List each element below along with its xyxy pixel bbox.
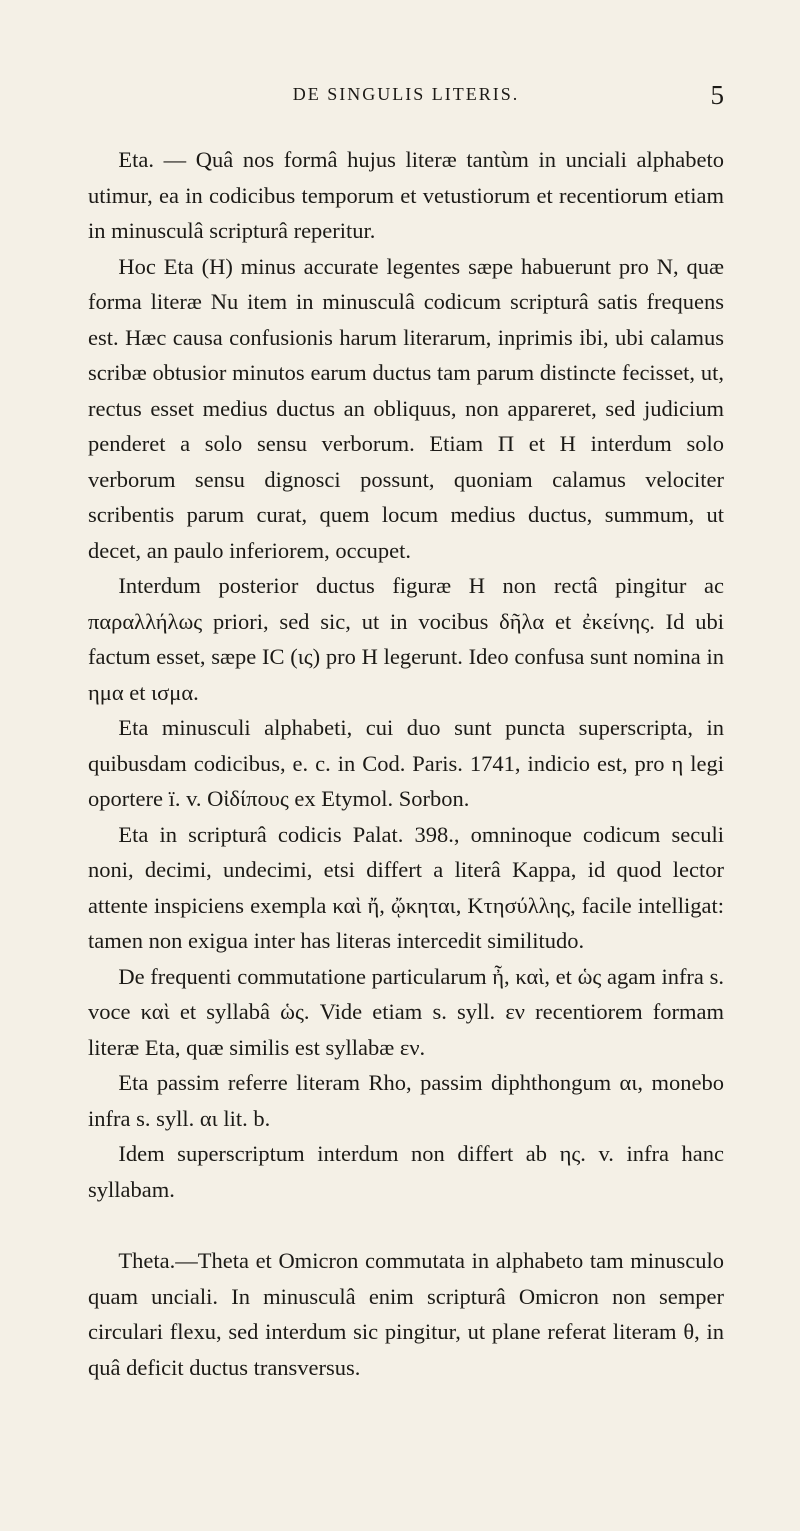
paragraph-eta-palat: Eta in scripturâ codicis Palat. 398., omninoque codicum seculi noni, decimi, undecimi, etsi differt a literâ Kappa, id quod lector attente inspiciens exempla καὶ ἤ, ᾤκηται, Κτησύλλης, facile intelligat: tamen non exigua inter has literas intercedit similitudo. — [88, 821, 724, 953]
paragraph-eta-puncta: Eta minusculi alphabeti, cui duo sunt puncta superscripta, in quibusdam codicibus, e. c. in Cod. Paris. 1741, indicio est, pro η legi oportere ï. v. Οἰδίπους ex Etymol. Sorbon. — [88, 715, 724, 811]
running-head: DE SINGULIS LITERIS. — [292, 84, 520, 104]
paragraph-eta-particulae: De frequenti commutatione particularum ἦ, καὶ, et ὡς agam infra s. voce καὶ et syllabâ ὡς. Vide etiam s. syll. εν recentiorem formam literæ Eta, quæ similis est syllabæ εν. — [88, 963, 724, 1060]
page-number: 5 — [710, 80, 724, 110]
page-header — [88, 80, 724, 120]
body-text — [88, 142, 724, 1385]
paragraph-theta: Theta.—Theta et Omicron commutata in alphabeto tam minusculo quam unciali. In minusculâ enim scripturâ Omicron non semper circulari flexu, sed interdum sic pingitur, ut plane referat literam θ, in quâ deficit ductus transversus. — [88, 1248, 724, 1380]
paragraph-eta-superscript: Idem superscriptum interdum non differt ab ης. v. infra hanc syllabam. — [88, 1141, 724, 1202]
paragraph-eta-nu: Hoc Eta (H) minus accurate legentes sæpe habuerunt pro N, quæ forma literæ Nu item in minusculâ codicum scripturâ satis frequens est. Hæc causa confusionis harum literarum, inprimis ibi, ubi calamus scribæ obtusior minutos earum ductus tam parum distincte fecisset, ut, rectus esset medius ductus an obliquus, non appareret, sed judicium penderet a solo sensu verborum. Etiam Π et H interdum solo verborum sensu dignosci possunt, quoniam calamus velociter scribentis parum curat, quem locum medius ductus, summum, ut decet, an paulo inferiorem, occupet. — [88, 253, 724, 563]
paragraph-eta-intro: Eta. — Quâ nos formâ hujus literæ tantùm in unciali alphabeto utimur, ea in codicibus temporum et vetustiorum et recentiorum etiam in minusculâ scripturâ reperitur. — [88, 147, 724, 243]
paragraph-eta-rho: Eta passim referre literam Rho, passim diphthongum αι, monebo infra s. syll. αι lit. b. — [88, 1070, 724, 1131]
paragraph-eta-ductus: Interdum posterior ductus figuræ H non rectâ pingitur ac παραλλήλως priori, sed sic, ut in vocibus δῆλα et ἐκείνης. Id ubi factum esset, sæpe IC (ις) pro H legerunt. Ideo confusa sunt nomina in ημα et ισμα. — [88, 573, 724, 705]
